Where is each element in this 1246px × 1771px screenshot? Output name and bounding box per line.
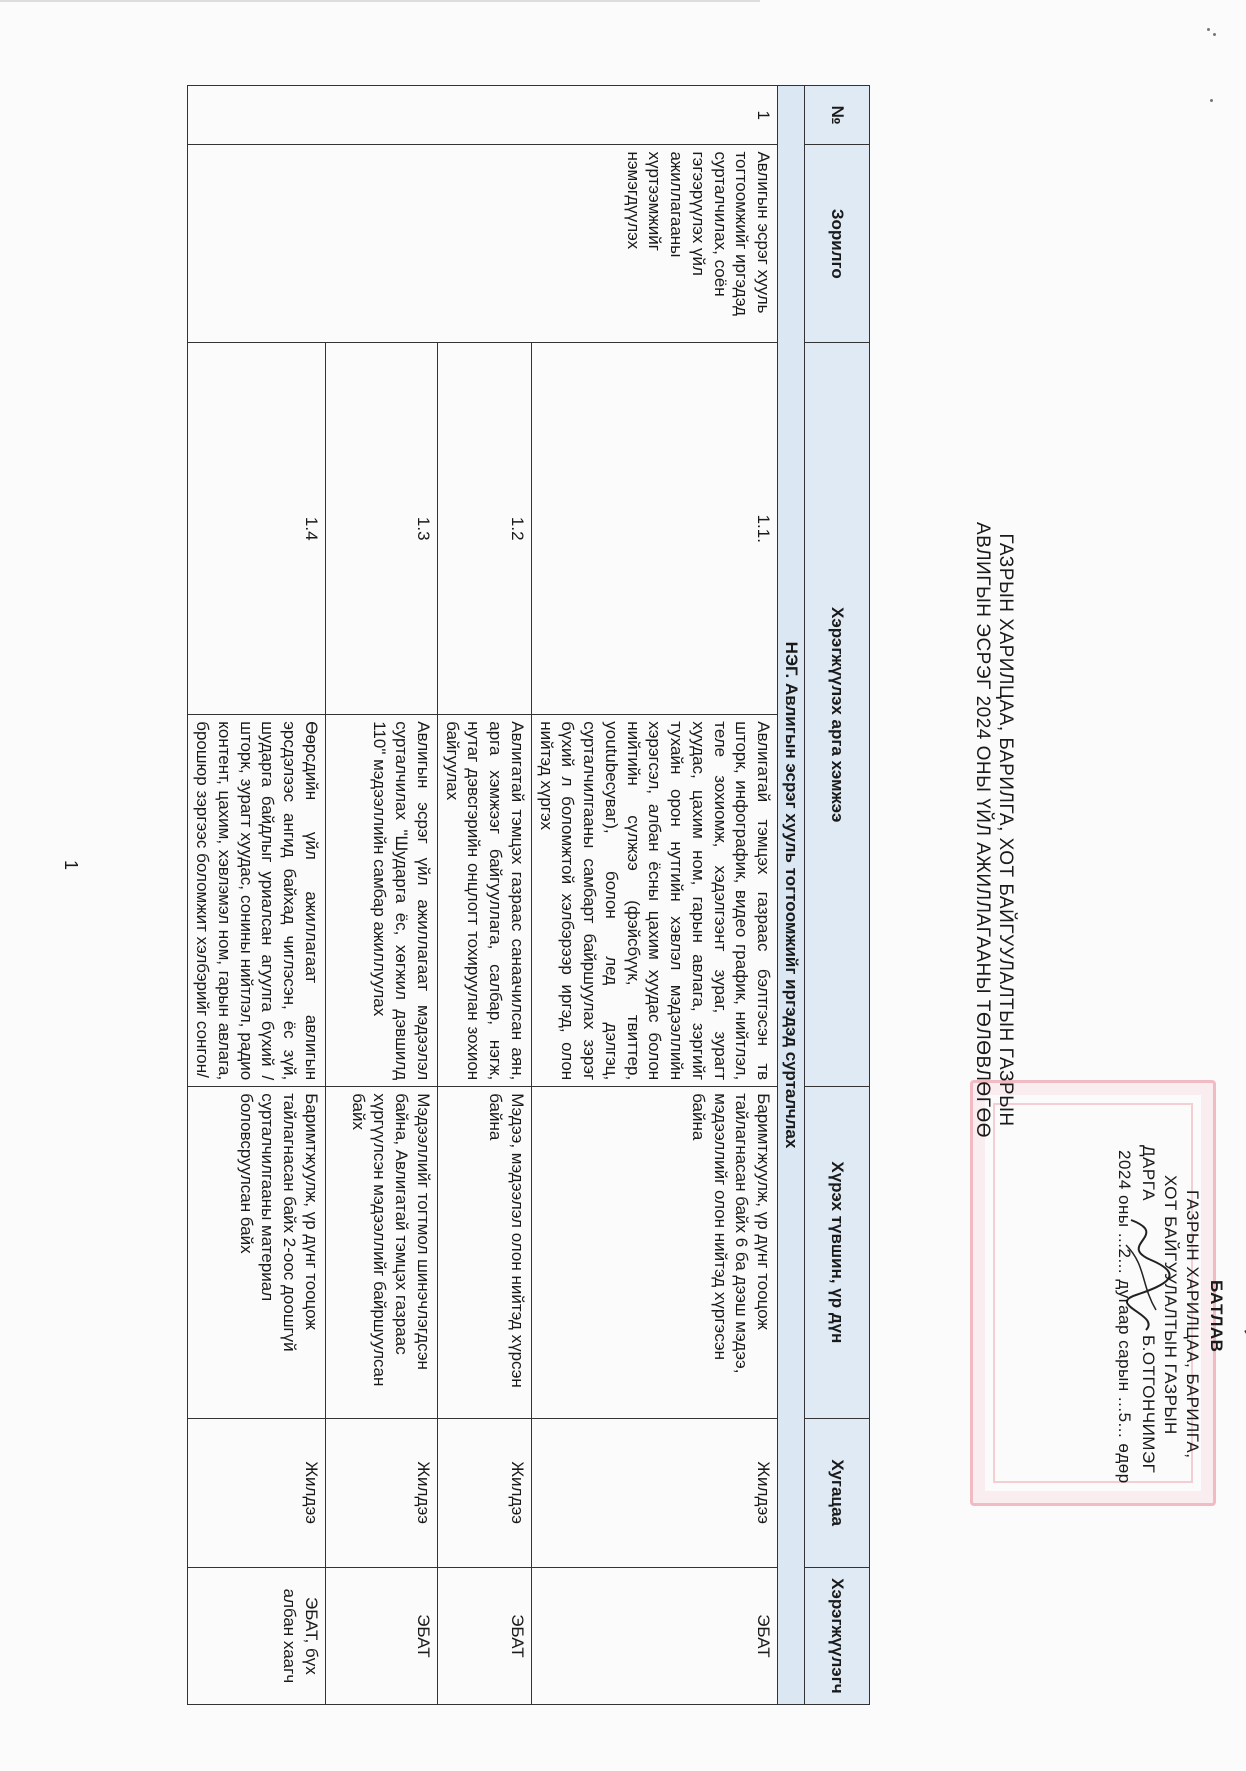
document-title-line1: ГАЗРЫН ХАРИЛЦАА, БАРИЛГА, ХОТ БАЙГУУЛАЛТЫН ГАЗРЫН — [995, 533, 1016, 1127]
activity-text: Өөрсдийн үйл ажиллагаат авлигын эрсдэлээс ангид байхад чиглэсэн, ёс зүй, шударга байдлыг уриалсан агуулга бүхий / шторк, зурагт хуудас, сонины нийтлэл, радио контент, цахим, хэвлэмэл ном, гарын авлага, брошюр зэргээс боломжит хэлбэрийг сонгон/ — [188, 715, 326, 1087]
document-title-line2: АВЛИГЫН ЭСРЭГ 2024 ОНЫ ҮЙЛ АЖИЛЛАГААНЫ ТӨЛӨВЛӨГӨӨ — [972, 521, 993, 1139]
result-text: Мэдээллийг тогтмол шинэчлэгдсэн байна, Авлигатай тэмцэх газраас хүргүүлсэн мэдээллийг байршуулсан байх — [326, 1087, 438, 1418]
approval-org-line1: ГАЗРЫН ХАРИЛЦАА, БАРИЛГА, — [1183, 1190, 1202, 1459]
responsible-cell: ЭБАТ — [532, 1567, 778, 1704]
result-text: Баримтжуулж, үр дүнг тооцож тайлагнасан байх 2-оос доошгүй сурталчилгааны материал боловсруулсан байх — [188, 1087, 326, 1418]
goal-text: Авлигын эсрэг хууль тогтоомжийг иргэдэд сурталчилах, соён гэгээрүүлэх үйл ажиллагааны хүртээмжийг нэмэгдүүлэх — [188, 145, 778, 343]
activity-text: Авлигатай тэмцэх газраас бэлтгэсэн тв шторк, инфографик, видео график, нийтлэл, теле зохиомж, хэдэлгээнт зураг, зурагт хуудас, цахим ном, гарын авлага, зэргийг тухайн орон нутгийн хэвлэл мэдээллийн хэрэгсэл, албан ёсны цахим хуудас болон нийтийн сүлжээ (фэйсбүүк, твиттер, youtubeсуваг), болон лед дэлгэц, сурталчилгааны самбарт байршуулах зэрэг бүхий л боломжтой хэлбэрээр иргэд, олон нийтэд хүргэх — [532, 715, 778, 1087]
approval-org-line2: ХОТ БАЙГУУЛАЛТЫН ГАЗРЫН — [1161, 1175, 1180, 1435]
activity-number: 1.4 — [188, 343, 326, 715]
approval-director-label: ДАРГА — [1139, 1145, 1158, 1202]
responsible-cell: ЭБАТ — [326, 1567, 438, 1704]
approval-director-name: Б.ОТГОНЧИМЭГ — [1139, 1335, 1158, 1474]
table-header-row — [805, 86, 870, 1705]
header-responsible: Хэрэгжүүлэгч — [805, 1567, 870, 1704]
header-goal: Зорилго — [805, 145, 870, 343]
responsible-cell: ЭБАТ — [438, 1567, 532, 1704]
header-no: № — [805, 86, 870, 145]
section-row — [778, 86, 805, 1705]
table-row — [532, 86, 778, 1705]
goal-number: 1 — [188, 86, 778, 145]
responsible-cell: ЭБАТ, бүх албан хаагч — [188, 1567, 326, 1704]
action-plan-table — [188, 85, 871, 1705]
header-result: Хүрэх түвшин, үр дүн — [805, 1087, 870, 1418]
activity-text: Авлигын эсрэг үйл ажиллагаат мэдээлэл сурталчилах "Шударга ёс, хөгжил дэвшилд 110" мэдээллийн самбар ажиллуулах — [326, 715, 438, 1087]
approval-date: 2024 оны ...2... дугаар сарын ...5... өдөр — [1115, 1150, 1134, 1484]
deadline-cell: Жилдээ — [438, 1418, 532, 1567]
section-title: НЭГ. Авлигын эсрэг хууль тогтоомжийг иргэдэд сурталчлах — [778, 86, 805, 1705]
activity-text: Авлигатай тэмцэх газраас санаачилсан аян, арга хэмжээг байгууллага, салбар, нэгж, нутаг дэвсгэрийн онцлогт тохируулан зохион байгуулах — [438, 715, 532, 1087]
result-text: Мэдээ, мэдээлэл олон нийтэд хүрсэн байна — [438, 1087, 532, 1418]
page-number: 1 — [61, 860, 81, 871]
activity-number: 1.3 — [326, 343, 438, 715]
deadline-cell: Жилдээ — [532, 1418, 778, 1567]
activity-number: 1.1. — [532, 343, 778, 715]
header-deadline: Хугацаа — [805, 1418, 870, 1567]
activity-number: 1.2 — [438, 343, 532, 715]
header-activity: Хэрэгжүүлэх арга хэмжээ — [805, 343, 870, 1087]
deadline-cell: Жилдээ — [188, 1418, 326, 1567]
deadline-cell: Жилдээ — [326, 1418, 438, 1567]
approval-title: БАТЛАВ — [1207, 1280, 1226, 1353]
result-text: Баримтжуулж, үр дүнг тооцож тайлагнасан байх 6 ба дээш мэдээ, мэдээллийг олон нийтэд хүргэсэн байна — [532, 1087, 778, 1418]
